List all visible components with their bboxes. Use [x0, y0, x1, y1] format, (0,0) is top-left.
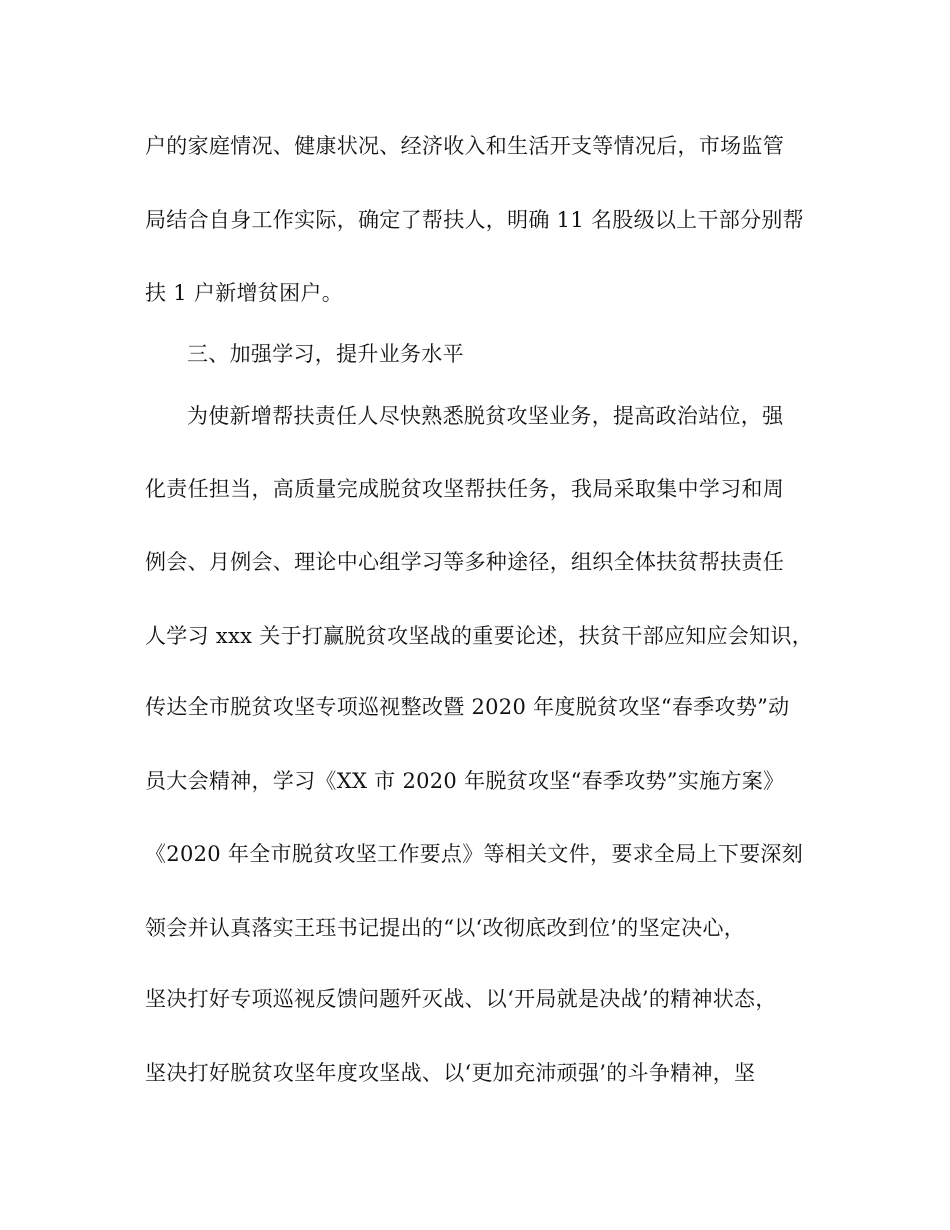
paragraph-line: 传达全市脱贫攻坚专项巡视整改暨 2020 年度脱贫攻坚“春季攻势”动: [145, 695, 790, 719]
paragraph-line: 局结合自身工作实际，确定了帮扶人，明确 11 名股级以上干部分别帮: [145, 208, 804, 232]
paragraph-line: 坚决打好脱贫攻坚年度攻坚战、以‘更加充沛顽强’的斗争精神，坚: [145, 1061, 756, 1085]
paragraph-line: 户的家庭情况、健康状况、经济收入和生活开支等情况后，市场监管: [145, 134, 784, 158]
paragraph-line: 扶 1 户新增贫困户。: [145, 281, 344, 305]
paragraph-line: 坚决打好专项巡视反馈问题歼灭战、以‘开局就是决战’的精神状态，: [145, 987, 777, 1011]
paragraph-line: 人学习 xxx 关于打赢脱贫攻坚战的重要论述，扶贫干部应知应会知识，: [145, 624, 814, 648]
paragraph-line: 员大会精神，学习《XX 市 2020 年脱贫攻坚“春季攻势”实施方案》: [145, 769, 785, 793]
paragraph-line: 化责任担当，高质量完成脱贫攻坚帮扶任务，我局采取集中学习和周: [145, 477, 784, 501]
paragraph-line: 《2020 年全市脱贫攻坚工作要点》等相关文件，要求全局上下要深刻: [145, 842, 804, 866]
paragraph-line: 领会并认真落实王珏书记提出的“以‘改彻底改到位’的坚定决心，: [145, 916, 746, 940]
paragraph-line: 例会、月例会、理论中心组学习等多种途径，组织全体扶贫帮扶责任: [145, 550, 784, 574]
section-heading: 三、加强学习，提升业务水平: [187, 342, 464, 366]
paragraph-line: 为使新增帮扶责任人尽快熟悉脱贫攻坚业务，提高政治站位，强: [187, 404, 784, 428]
